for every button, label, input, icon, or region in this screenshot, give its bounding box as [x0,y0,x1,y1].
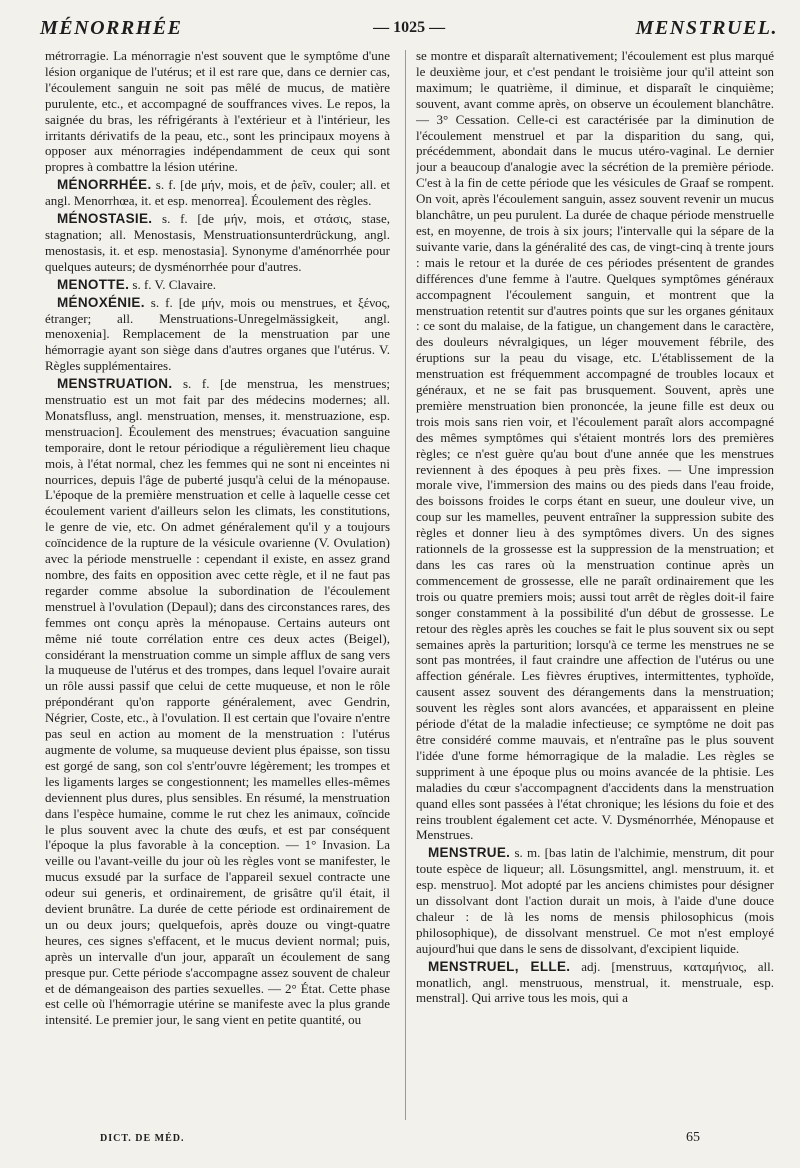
paragraph: se montre et disparaît alternativement; l'écoulement est plus marqué le deuxième jour, et c'est pendant le troisième jour qu'il atteint son maximum; le quatrième, il diminue, et disparaît le cinquième; souvent, avant comme après, on observe un écoulement blanchâtre. — 3° Cessation. Celle-ci est caractérisée par la diminution de l'écoulement menstruel et par la disparition du sang, qui, précédemment, abondait dans le mucus utéro-vaginal. Le dernier jour a beaucoup d'analogie avec la sécrétion de la première période. C'est à la fin de cette période que les vésicules de Graaf se rompent. On voit, après l'écoulement sanguin, assez souvent revenir un mucus blanchâtre, un peu purulent. La durée de chaque période menstruelle est, en moyenne, de trois à six jours; l'intervalle qui la sépare de la suivante varie, dans la généralité des cas, de vingt-cinq à trente jours : mais le retour et la durée de ces périodes présentent de grandes différences d'une femme à l'autre. Quelques symptômes généraux accompagnent l'écoulement sanguin, et montrent que la menstruation retentit sur d'autres points que sur les organes génitaux : ce sont du malaise, de la fatigue, un changement dans le caractère, des douleurs névralgiques, un léger mouvement fébrile, des éruptions sur la peau du visage, etc. L'établissement de la menstruation est fréquemment accompagné de troubles locaux et généraux, et ne se fait pas brusquement. Souvent, après une première menstruation bien prononcée, la jeune fille est deux ou trois mois sans rien voir, et l'écoulement paraît alors accompagné des mêmes symptômes qui s'étaient montrés lors des premières règles; ce n'est guère qu'au bout d'une année que les menstrues reviennent à des époques à peu près fixes. — Une impression morale vive, l'immersion des mains ou des pieds dans l'eau froide, des boissons froides le corps étant en sueur, une douleur vive, un coup sur les mamelles, peuvent entraîner la suppression subite des règles et donner lieu à des symptômes divers. Un des signes rationnels de la grossesse est la suppression de la menstruation; et dans les cas rares où la menstruation continue après un commencement de grossesse, elle ne paraît ordinairement que les trois ou quatre premiers mois; aussi tout arrêt de règles doit-il faire songer constamment à la possibilité d'un début de grossesse. Le retour des règles après les couches se fait le plus souvent six ou sept semaines après la parturition; lorsqu'à ce terme les menstrues ne se sont pas montrées, il faut craindre une affection de l'utérus ou une affection générale. Les fièvres éruptives, intermittentes, typhoïde, causent assez souvent des dérangements dans la menstruation; souvent les règles sont alors avancées, et apparaissent en pleine période d'état de la maladie infectieuse; ce symptôme ne doit pas être considéré comme mauvais, et n'entraîne pas le plus souvent l'idée d'une forme hémorragique de la maladie. Les règles se suppriment à une époque plus ou moins avancée de la phtisie. Les maladies du cœur s'accompagnent d'accidents dans la menstruation quand elles sont passées à l'état chronique; les lésions du foie et des reins troublent également cet acte. V. Dysménorrhée, Ménopause et Menstrues. [416,48,774,843]
signature-number: 65 [686,1130,700,1145]
paragraph: métrorragie. La ménorragie n'est souvent que le symptôme d'une lésion organique de l'utérus; et il est rare que, dans ce dernier cas, l'écoulement sanguin ne soit pas mêlé de mucus, de matière purulente, etc., et accompagné de souffrances vives. Le repos, la saignée du bras, les réfrigérants à l'extérieur et à l'intérieur, les irritants dérivatifs de la peau, etc., sont les principaux moyens à opposer aux ménorragies indépendamment de ceux qui sont propres à combattre la lésion utérine. [45,48,390,175]
entry-menoxenie: MÉNOXÉNIE. s. f. [de μήν, mois ou menstrues, et ξένος, étranger; all. Menstruations-Unregelmässigkeit, angl. menoxenia]. Remplacement de la menstruation par une hémorragie ayant son siège dans d'autres organes que l'utérus. V. Règles supplémentaires. [45,294,390,374]
running-head-right: MENSTRUEL. [635,16,778,39]
headword: MENSTRUATION. [57,376,173,392]
headword: MENSTRUEL, ELLE. [428,958,571,974]
entry-menotte: MENOTTE. s. f. V. Clavaire. [57,276,217,292]
headword: MÉNOSTASIE. [57,211,153,227]
left-column [45,48,390,1030]
page-header [40,14,778,42]
footer-signature: DICT. DE MÉD. [100,1132,185,1144]
running-head-left: MÉNORRHÉE [40,16,183,39]
entry-menstruel: MENSTRUEL, ELLE. adj. [menstruus, καταμήνιος, all. monatlich, angl. menstruous, menstrual, it. menstruale, esp. menstral]. Qui arrive tous les mois, qui a [416,958,774,1006]
headword: MENSTRUE. [428,845,511,861]
headword: MENOTTE. [57,276,130,292]
right-column [416,48,774,1008]
entry-menstruation: MENSTRUATION. s. f. [de menstrua, les menstrues; menstruatio est un mot fait par des médecins modernes; all. Monatsfluss, angl. menstruation, menses, it. menstruazione, esp. menstruacion]. Écoulement des menstrues; évacuation sanguine temporaire, dont le retour périodique a régulièrement lieu chaque mois, à l'état normal, chez les femmes qui ne sont ni enceintes ni nourrices, depuis l'âge de puberté jusqu'à celui de la ménopause. L'époque de la première menstruation et celle à laquelle cesse cet écoulement varient d'ailleurs selon les climats, les constitutions, le genre de vie, etc. On admet généralement qu'il y a toujours coïncidence de la rupture de la vésicule ovarienne (V. Ovulation) avec la période menstruelle : cependant il existe, en assez grand nombre, des faits en opposition avec cette règle, et il ne faut pas regarder comme absolue la subordination de l'écoulement menstruel à l'ovulation (Depaul); dans des circonstances rares, des femmes ont conçu après la ménopause. Certains auteurs ont même nié toute corrélation entre ces deux actes (Beigel), considérant la menstruation comme un simple afflux de sang vers la muqueuse de l'utérus et des trompes, dans lequel l'ovaire aurait un rôle aussi passif que celui de cette muqueuse, et non le rôle prépondérant qu'on rapporte généralement, avec Gendrin, Négrier, Coste, etc., à l'ovulation. Il est certain que l'ovaire n'entre pas seul en action au moment de la menstruation : l'utérus augmente de volume, sa muqueuse devient plus épaisse, son tissu est gorgé de sang, son col s'entr'ouvre légèrement; les trompes et les ligaments larges se congestionnent; les mamelles elles-mêmes deviennent plus dures, plus sensibles. En résumé, la menstruation dans l'espèce humaine, comme le rut chez les animaux, coïncide le plus souvent avec la chute des œufs, et est par conséquent l'époque la plus favorable à la conception. — 1° Invasion. La veille ou l'avant-veille du jour où les règles vont se manifester, le mucus exsudé par la surface de l'appareil sexuel contracte une odeur sui generis, et ordinairement, de grisâtre qu'il était, il devient brunâtre. La durée de cette période est ordinairement de un ou deux jours; quelquefois, après douze ou vingt-quatre heures, ces signes s'effacent, et le mucus devient normal; puis, après un intervalle d'un jour, apparaît un écoulement de sang presque pur. Cette période s'accompagne assez souvent de chaleur et de démangeaison des parties sexuelles. — 2° État. Cette phase est celle où l'hémorragie utérine se manifeste avec la plus grande intensité. Le premier jour, le sang vient en petite quantité, ou [45,376,390,1028]
page-footer [100,1128,700,1148]
page-number: — 1025 — [373,19,446,36]
column-divider [405,50,406,1120]
headword: MÉNORRHÉE. [57,177,152,193]
entry-menorrhee: MÉNORRHÉE. s. f. [de μήν, mois, et de ῥεῖν, couler; all. et angl. Menorrhœa, it. et esp. menorrea]. Écoulement des règles. [45,177,390,209]
entry-menostasie: MÉNOSTASIE. s. f. [de μήν, mois, et στάσις, stase, stagnation; all. Menostasis, Menstruationsunterdrückung, angl. menostasis, it. et esp. menostasia]. Synonyme d'aménorrhée pour quelques auteurs; de dysménorrhée pour d'autres. [45,211,390,274]
entry-menstrue: MENSTRUE. s. m. [bas latin de l'alchimie, menstrum, dit pour toute espèce de liqueur; all. Lösungsmittel, angl. menstruum, it. et esp. menstruo]. Mot adopté par les anciens chimistes pour désigner un dissolvant dont l'action durait un mois, à l'aide d'une douce chaleur : de là les noms de mensis philosophicus (mois philosophique), de dissolvant menstruel. Ce mot n'est employé aujourd'hui que dans le sens de dissolvant, d'excipient liquide. [416,845,774,956]
headword: MÉNOXÉNIE. [57,294,145,310]
